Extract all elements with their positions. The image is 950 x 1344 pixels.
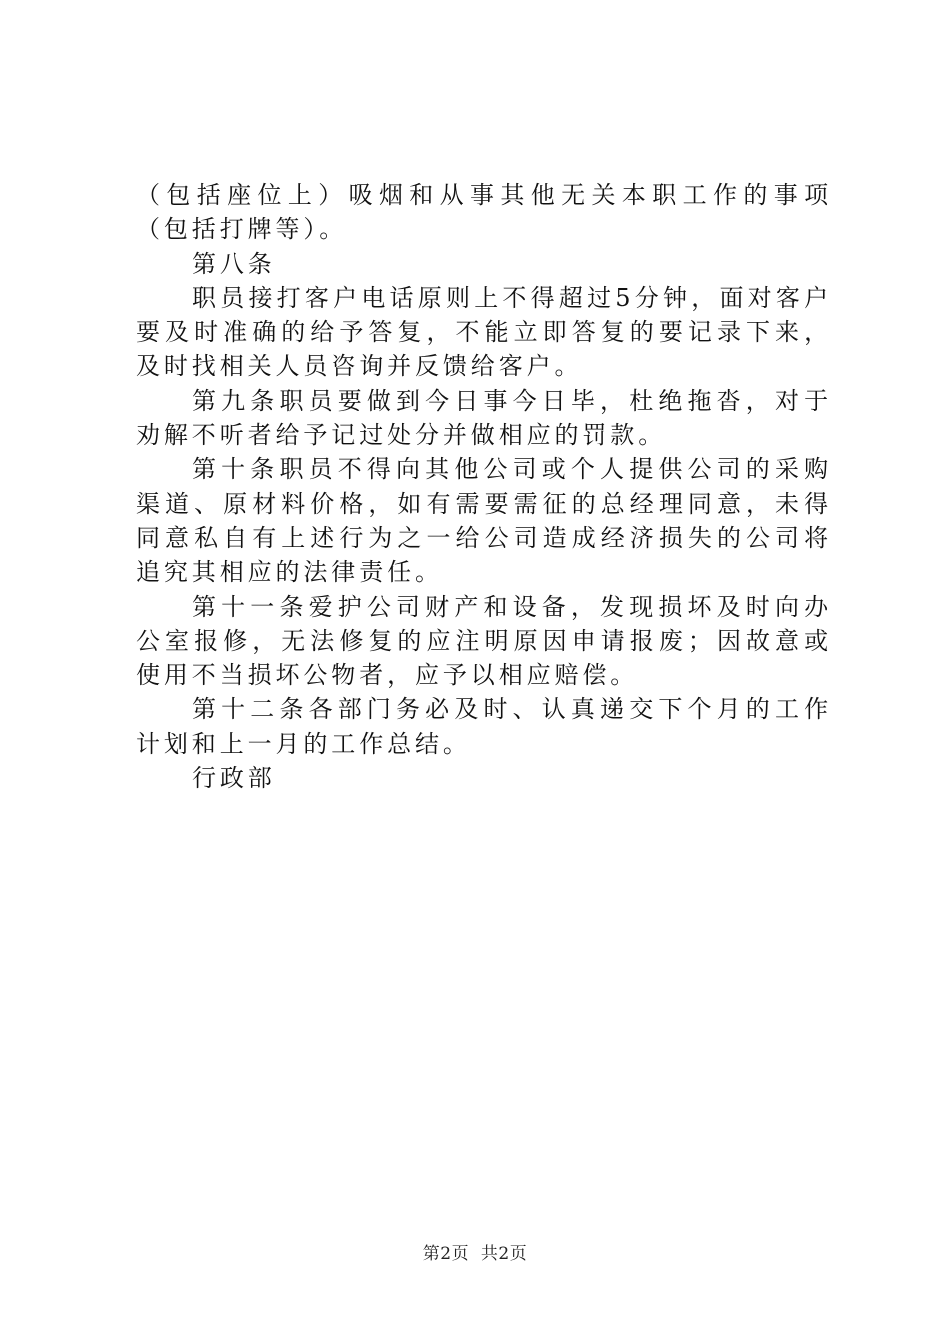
article-8-body: 职员接打客户电话原则上不得超过5分钟，面对客户要及时准确的给予答复，不能立即答复的要记录下来，及时找相关人员咨询并反馈给客户。 bbox=[136, 283, 832, 381]
article-8-heading: 第八条 bbox=[192, 249, 276, 278]
article-11: 第十一条爱护公司财产和设备，发现损坏及时向办公室报修，无法修复的应注明原因申请报废；因故意或使用不当损坏公物者，应予以相应赔偿。 bbox=[136, 592, 832, 690]
document-body bbox=[136, 178, 832, 795]
article-12: 第十二条各部门务必及时、认真递交下个月的工作计划和上一月的工作总结。 bbox=[136, 695, 832, 758]
page-footer bbox=[0, 1242, 950, 1266]
page-number: 第2页 共2页 bbox=[422, 1244, 528, 1264]
article-10: 第十条职员不得向其他公司或个人提供公司的采购渠道、原材料价格，如有需要需征的总经理同意，未得同意私自有上述行为之一给公司造成经济损失的公司将追究其相应的法律责任。 bbox=[136, 455, 832, 587]
article-9: 第九条职员要做到今日事今日毕，杜绝拖沓，对于劝解不听者给予记过处分并做相应的罚款。 bbox=[136, 386, 832, 450]
signature-department: 行政部 bbox=[192, 764, 276, 793]
paragraph-continuation: （包括座位上）吸烟和从事其他无关本职工作的事项（包括打牌等）。 bbox=[136, 181, 832, 244]
